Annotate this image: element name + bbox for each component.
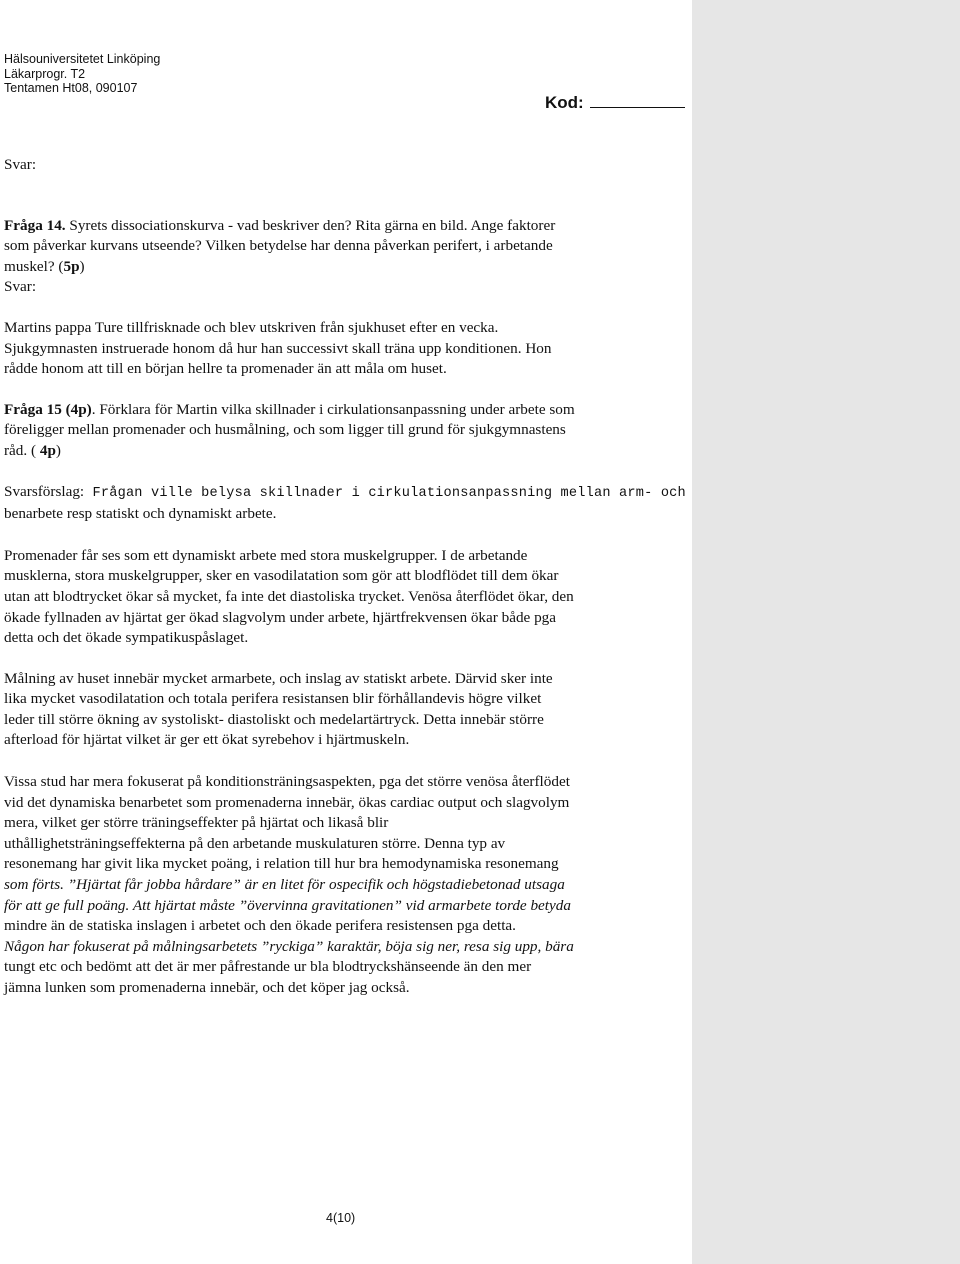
paragraph-malning [4,669,690,751]
q14-text-line3: muskel? ( [4,257,64,275]
q15-points: 4p [39,441,56,459]
vissa-line: uthållighetsträningseffekterna på den arbetande muskulaturen större. Denna typ av [4,834,506,852]
malning-line: lika mycket vasodilatation och totala perifera resistansen blir förhållandevis högre vilket [4,690,542,708]
promenader-line: musklerna, stora muskelgrupper, sker en vasodilatation som gör att blodflödet till dem ökar [4,567,559,585]
svarsforslag-line2: benarbete resp statiskt och dynamiskt arbete. [4,505,277,523]
vissa-line-italic: Någon har fokuserat på målningsarbetets ”ryckiga” karaktär, böja sig ner, resa sig upp, bära [4,937,574,955]
vissa-line: mera, vilket ger större träningseffekter på hjärtat och likaså blir [4,814,389,832]
promenader-line: Promenader får ses som ett dynamiskt arbete med stora muskelgrupper. I de arbetande [4,546,528,564]
vissa-line-italic: Att hjärtat måste ”övervinna gravitationen” vid armarbete torde betyda [129,896,571,914]
case-line1: Martins pappa Ture tillfrisknade och blev utskriven från sjukhuset efter en vecka. [4,318,499,336]
q15-text-line1: . Förklara för Martin vilka skillnader i cirkulationsanpassning under arbete som [91,400,575,418]
page-number: 4(10) [326,1211,356,1225]
case-line2: Sjukgymnasten instruerade honom då hur han successivt skall träna upp konditionen. Hon [4,339,552,357]
svarsforslag-label: Svarsförslag: [4,482,85,500]
q15-label: Fråga 15 (4p) [4,400,92,418]
vissa-line-italic: som förts. ”Hjärtat får jobba hårdare” är en litet för ospecifik och högstadiebetonad utsaga [4,876,565,894]
q15-text-line3: råd. ( [4,441,40,459]
malning-line: afterload för hjärtat vilket är ger ett ökat syrebehov i hjärtmuskeln. [4,731,410,749]
body-text [4,155,690,999]
svarsforslag [4,482,690,525]
vissa-line: jämna lunken som promenaderna innebär, och det köper jag också. [4,979,410,996]
question-14 [4,216,690,278]
q14-points-close: ) [79,257,85,275]
paragraph-vissa [4,772,690,999]
header-exam: Tentamen Ht08, 090107 [4,81,138,95]
q15-points-close: ) [55,441,61,459]
q15-text-line2: föreligger mellan promenader och husmålning, och som ligger till grund för sjukgymnastens [4,421,566,439]
svar-top: Svar: [4,156,37,173]
promenader-line: detta och det ökade sympatikuspåslaget. [4,629,249,647]
promenader-line: utan att blodtrycket ökar så mycket, fa inte det diastoliska trycket. Venösa återflödet ökar, den [4,587,574,605]
paragraph-promenader [4,546,690,649]
case-line3: rådde honom att till en början hellre ta promenader än att måla om huset. [4,360,447,378]
vissa-line: resonemang har givit lika mycket poäng, i relation till hur bra hemodynamiska resonemang [4,855,559,873]
promenader-line: ökade fyllnaden av hjärtat ger ökad slagvolym under arbete, hjärtfrekvensen ökar både pga [4,608,557,626]
header-institution: Hälsouniversitetet Linköping [4,52,161,66]
kod-field [545,93,685,113]
malning-line: leder till större ökning av systoliskt- diastoliskt och medelartärtryck. Detta innebär större [4,710,544,728]
vissa-line: vid det dynamiska benarbetet som promenaderna innebär, ökas cardiac output och slagvolym [4,793,570,811]
q14-points: 5p [63,257,80,275]
vissa-line: mindre än de statiska inslagen i arbetet och den ökade perifera resistensen pga detta. [4,917,516,935]
case-text [4,318,690,380]
vissa-line: tungt etc och bedömt att det är mer påfrestande ur bla blodtryckshänseende än den mer [4,958,532,976]
q14-text-line2: som påverkar kurvans utseende? Vilken betydelse har denna påverkan perifert, i arbetande [4,237,553,255]
q14-text-line1: Syrets dissociationskurva - vad beskriver den? Rita gärna en bild. Ange faktorer [65,216,556,234]
vissa-line-italic: för att ge full poäng. [4,896,130,914]
vissa-line: Vissa stud har mera fokuserat på konditionsträningsaspekten, pga det större venösa återflödet [4,773,570,791]
page-header [4,52,160,96]
kod-label: Kod: [545,93,584,112]
q14-svar: Svar: [4,278,37,296]
malning-line: Målning av huset innebär mycket armarbete, och inslag av statiskt arbete. Därvid sker inte [4,669,553,687]
svarsforslag-line1: Frågan ville belysa skillnader i cirkulationsanpassning mellan arm- och [84,485,686,501]
q14-label: Fråga 14. [4,216,66,234]
header-program: Läkarprogr. T2 [4,66,86,81]
question-15 [4,400,690,462]
margin-band [692,0,960,1264]
kod-underline [590,93,685,108]
